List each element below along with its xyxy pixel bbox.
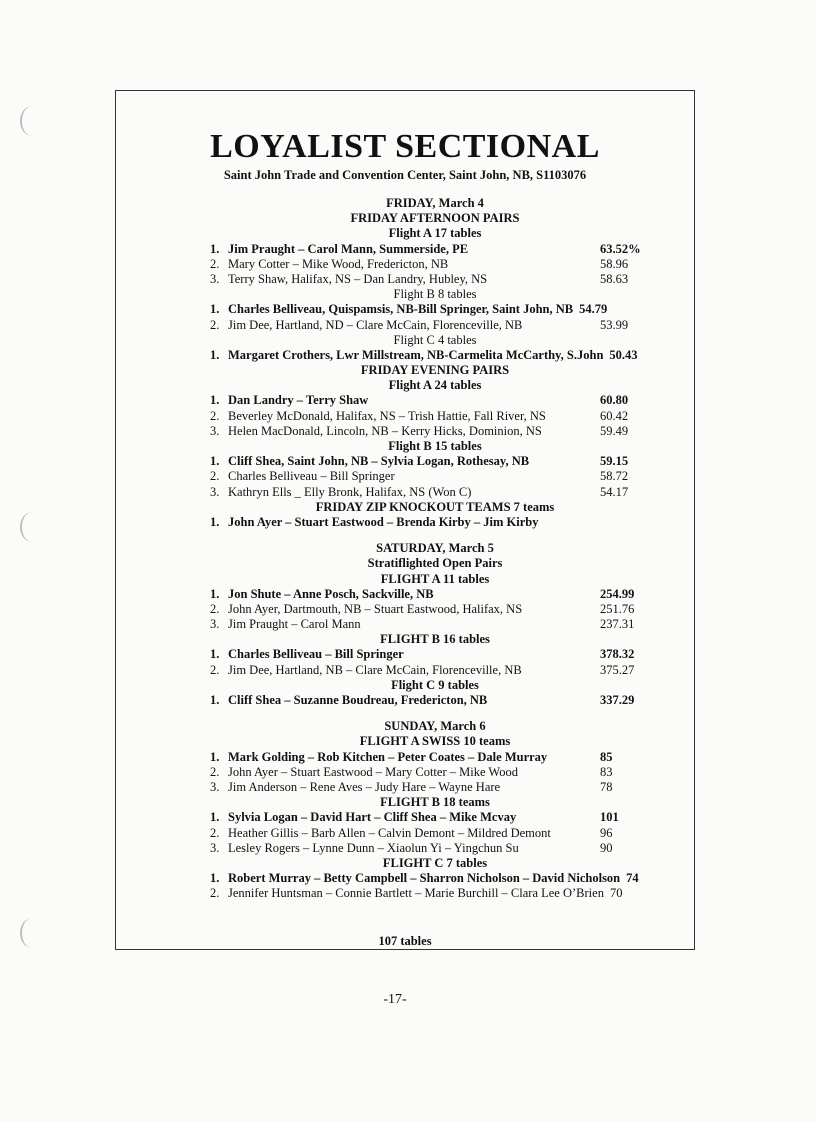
result-score: 50.43 [609,347,638,362]
binder-hole-middle [20,512,44,542]
day-heading: FRIDAY, March 4 [386,196,484,210]
binder-hole-top [20,106,44,136]
result-names: Helen MacDonald, Lincoln, NB – Kerry Hicks, Dominion, NS [228,423,542,438]
result-score: 54.17 [600,484,629,499]
result-names: Jim Praught – Carol Mann [228,617,361,632]
result-row [210,693,660,708]
result-row [210,780,660,795]
result-names: Lesley Rogers – Lynne Dunn – Xiaolun Yi – Yingchun Su [228,840,519,855]
binder-hole-bottom [20,918,44,948]
result-row [210,765,660,780]
result-rank: 1. [210,454,220,469]
result-score: 58.72 [600,469,629,484]
result-row [210,348,660,363]
result-names: Mary Cotter – Mike Wood, Fredericton, NB [228,256,449,271]
result-names: John Ayer – Stuart Eastwood – Brenda Kirby – Jim Kirby [228,514,539,529]
result-rank: 2. [210,601,220,616]
flight-heading: Flight B 15 tables [388,439,482,453]
result-rank: 3. [210,617,220,632]
result-score: 85 [600,749,613,764]
result-names: Jim Anderson – Rene Aves – Judy Hare – Wayne Hare [228,779,501,794]
result-row [210,826,660,841]
result-names: Jim Dee, Hartland, ND – Clare McCain, Florenceville, NB [228,317,523,332]
result-names: Cliff Shea, Saint John, NB – Sylvia Logan, Rothesay, NB [228,454,530,469]
result-names: Sylvia Logan – David Hart – Cliff Shea – Mike Mcvay [228,810,517,825]
result-score: 59.15 [600,454,629,469]
result-rank: 2. [210,662,220,677]
result-score: 60.80 [600,393,629,408]
flight-heading: Flight B 8 tables [393,287,477,302]
result-rank: 2. [210,764,220,779]
result-names: Dan Landry – Terry Shaw [228,393,369,408]
result-names: Kathryn Ells _ Elly Bronk, Halifax, NS (Won C) [228,484,472,499]
flight-heading: Flight A 17 tables [388,226,482,241]
result-rank: 1. [210,241,220,256]
result-row [210,318,660,333]
result-rank: 1. [210,647,220,662]
result-names: Terry Shaw, Halifax, NS – Dan Landry, Hubley, NS [228,271,488,286]
result-rank: 3. [210,840,220,855]
flight-heading: FLIGHT A 11 tables [380,571,490,586]
result-score: 83 [600,764,613,779]
result-score: 378.32 [600,647,635,662]
result-row [210,485,660,500]
result-score: 251.76 [600,601,635,616]
result-names: Heather Gillis – Barb Allen – Calvin Demont – Mildred Demont [228,825,551,840]
result-names: Robert Murray – Betty Campbell – Sharron Nicholson – David Nicholson [228,871,621,886]
flight-heading: FLIGHT B 16 tables [380,632,490,647]
result-names: Margaret Crothers, Lwr Millstream, NB-Carmelita McCarthy, S.John [228,347,604,362]
result-row [210,242,660,257]
result-score: 101 [600,810,619,825]
day-heading: SUNDAY, March 6 [384,719,486,734]
result-score: 375.27 [600,662,635,677]
result-names: Beverley McDonald, Halifax, NS – Trish Hattie, Fall River, NS [228,408,546,423]
result-row [210,469,660,484]
result-score: 78 [600,779,613,794]
result-rank: 2. [210,469,220,484]
result-score: 53.99 [600,317,629,332]
result-row [210,810,660,825]
result-rank: 1. [210,871,220,886]
result-score: 74 [626,871,639,886]
result-row [210,647,660,662]
event-heading: Stratiflighted Open Pairs [367,556,503,571]
result-row [210,302,660,317]
result-rank: 2. [210,408,220,423]
result-rank: 1. [210,514,220,529]
venue-subtitle: Saint John Trade and Convention Center, Saint John, NB, S1103076 [223,168,587,182]
result-rank: 3. [210,423,220,438]
event-heading: FRIDAY ZIP KNOCKOUT TEAMS 7 teams [315,499,555,514]
result-rank: 3. [210,779,220,794]
result-rank: 2. [210,317,220,332]
result-score: 90 [600,840,613,855]
result-rank: 1. [210,810,220,825]
result-score: 237.31 [600,617,635,632]
result-rank: 1. [210,586,220,601]
result-score: 70 [609,886,623,901]
result-rank: 1. [210,693,220,707]
flight-heading: FLIGHT C 7 tables [382,855,488,870]
result-names: Charles Belliveau – Bill Springer [228,647,404,662]
result-row [210,515,660,530]
result-names: Jim Dee, Hartland, NB – Clare McCain, Florenceville, NB [228,662,522,677]
result-names: Jim Praught – Carol Mann, Summerside, PE [228,241,469,256]
result-names: Cliff Shea – Suzanne Boudreau, Fredericton, NB [228,693,488,707]
result-score: 58.63 [600,271,629,286]
result-row [210,393,660,408]
result-rank: 2. [210,256,220,271]
result-rank: 3. [210,484,220,499]
flight-heading: Flight C 4 tables [393,332,477,347]
page-number: -17- [383,992,407,1007]
result-score: 337.29 [600,693,635,707]
result-rank: 1. [210,393,220,408]
result-names: Charles Belliveau, Quispamsis, NB-Bill Springer, Saint John, NB [228,302,574,317]
flight-heading: FLIGHT B 18 teams [380,795,490,810]
result-score: 54.79 [579,302,608,317]
result-rank: 2. [210,886,220,901]
result-row [210,602,660,617]
result-names: Mark Golding – Rob Kitchen – Peter Coates – Dale Murray [228,749,548,764]
result-rank: 2. [210,825,220,840]
result-names: John Ayer, Dartmouth, NB – Stuart Eastwood, Halifax, NS [228,601,523,616]
result-row [210,409,660,424]
page-title: LOYALIST SECTIONAL [210,128,600,165]
event-heading: FLIGHT A SWISS 10 teams [359,734,511,749]
result-score: 58.96 [600,256,629,271]
result-row [210,587,660,602]
result-names: Jennifer Huntsman – Connie Bartlett – Marie Burchill – Clara Lee O’Brien [228,886,604,901]
result-names: Charles Belliveau – Bill Springer [228,469,395,484]
result-rank: 1. [210,749,220,764]
result-rank: 3. [210,271,220,286]
result-score: 59.49 [600,423,629,438]
event-heading: FRIDAY EVENING PAIRS [360,363,510,378]
result-names: Jon Shute – Anne Posch, Sackville, NB [228,586,434,601]
day-heading: SATURDAY, March 5 [376,541,494,556]
result-row [210,663,660,678]
section-gap [210,708,660,719]
result-names: John Ayer – Stuart Eastwood – Mary Cotter – Mike Wood [228,764,518,779]
result-rank: 1. [210,347,220,362]
result-score: 63.52% [600,241,641,256]
flight-heading: Flight C 9 tables [391,677,479,692]
result-row [210,871,660,886]
result-rank: 1. [210,302,220,317]
section-gap [210,530,660,541]
result-score: 60.42 [600,408,629,423]
result-score: 254.99 [600,586,635,601]
results-list [210,196,660,901]
event-heading: FRIDAY AFTERNOON PAIRS [350,211,520,226]
flight-heading: Flight A 24 tables [388,378,482,393]
result-row [210,272,660,287]
result-row [210,454,660,469]
result-row [210,886,660,901]
result-row [210,841,660,856]
total-tables: 107 tables [378,934,432,948]
result-row [210,617,660,632]
result-row [210,257,660,272]
result-score: 96 [600,825,613,840]
result-row [210,750,660,765]
result-row [210,424,660,439]
